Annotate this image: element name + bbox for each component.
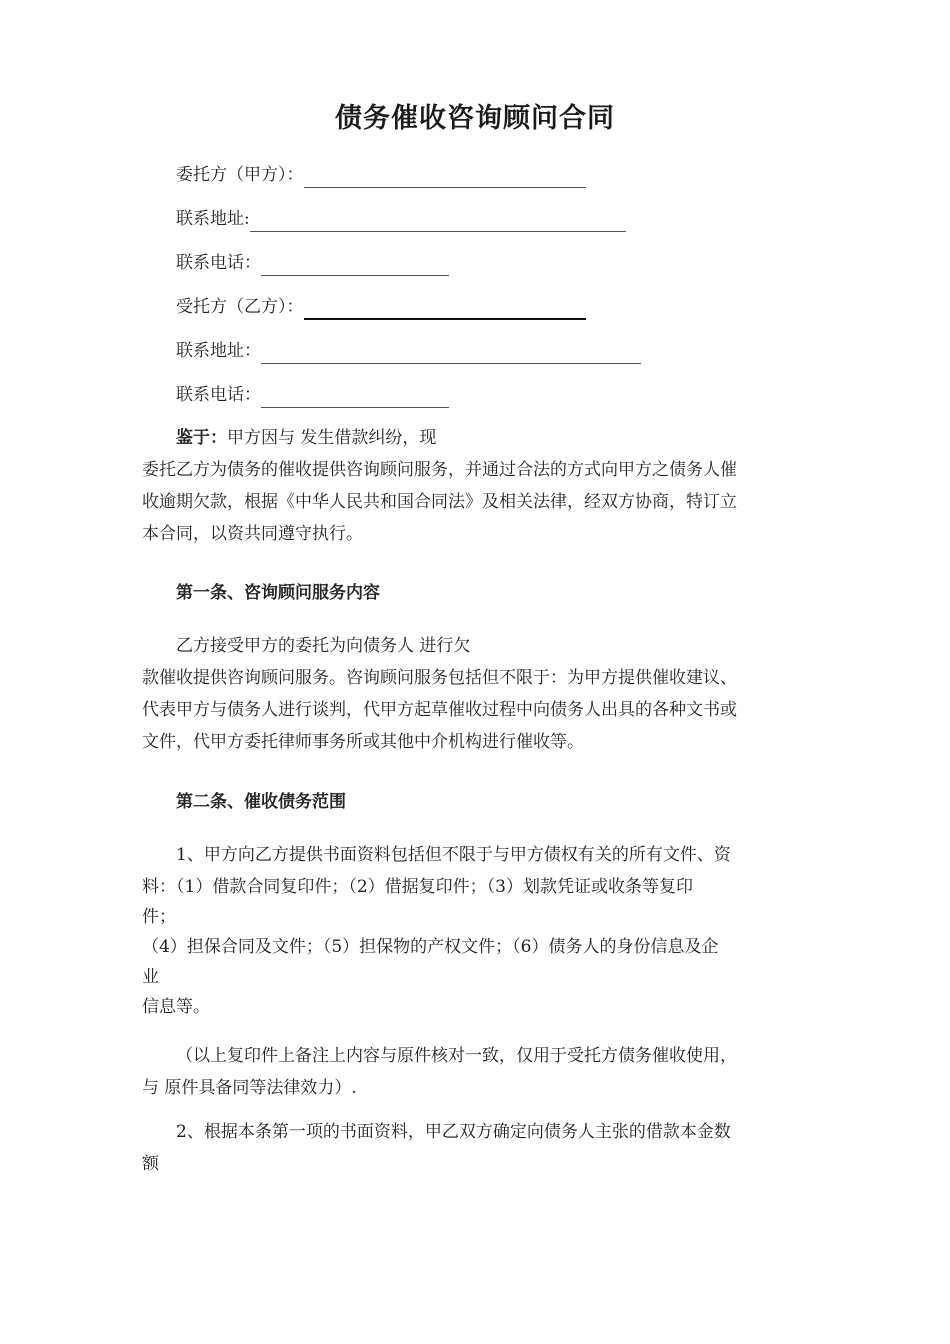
article2-note-row: 与 原件具备同等法律效力）.	[142, 1078, 357, 1098]
article2-item1-row: 料：（1）借款合同复印件；（2）借据复印件；（3）划款凭证或收条等复印	[142, 877, 693, 897]
article1-row: 乙方接受甲方的委托为向债务人 进行欠	[176, 636, 471, 656]
party-a-address-label: 联系地址:	[176, 209, 250, 229]
preamble-row: 甲方因与 发生借款纠纷，现	[227, 428, 437, 448]
preamble-lead: 鉴于：	[176, 428, 227, 448]
article1-paragraph	[142, 630, 822, 758]
page-title: 债务催收咨询顾问合同	[335, 103, 615, 134]
article1-row: 文件，代甲方委托律师事务所或其他中介机构进行催收等。	[142, 732, 584, 752]
article2-note-row: （以上复印件上备注上内容与原件核对一致，仅用于受托方债务催收使用，	[176, 1046, 737, 1066]
party-b-blank[interactable]	[304, 298, 586, 320]
party-a-phone-blank[interactable]	[261, 255, 449, 276]
article2-item1-row: 1、甲方向乙方提供书面资料包括但不限于与甲方债权有关的所有文件、资	[176, 845, 731, 865]
party-b-phone-label: 联系电话：	[176, 385, 261, 405]
article2-item1-row: 信息等。	[142, 997, 210, 1017]
party-a-phone-label: 联系电话：	[176, 253, 261, 273]
party-a-blank[interactable]	[304, 167, 586, 188]
article2-item1-row: 件；	[142, 907, 176, 927]
article2-note	[142, 1040, 822, 1104]
party-a-label: 委托方（甲方）：	[176, 165, 304, 185]
article2-item2	[142, 1116, 822, 1180]
preamble-row: 委托乙方为债务的催收提供咨询顾问服务，并通过合法的方式向甲方之债务人催	[142, 460, 737, 480]
preamble-paragraph	[142, 422, 822, 550]
party-b-phone-blank[interactable]	[261, 387, 449, 408]
preamble-row: 本合同，以资共同遵守执行。	[142, 524, 363, 544]
article2-item2-row: 2、根据本条第一项的书面资料，甲乙双方确定向债务人主张的借款本金数	[176, 1122, 731, 1142]
article2-item1-cont	[142, 931, 822, 1023]
party-b-phone-field	[176, 382, 449, 408]
article1-heading: 第一条、咨询顾问服务内容	[176, 583, 380, 603]
article2-item1	[142, 839, 822, 931]
party-b-address-label: 联系地址：	[176, 341, 261, 361]
party-a-address-field	[176, 206, 626, 232]
article2-item1-row: 业	[142, 967, 159, 987]
party-b-address-field	[176, 338, 641, 364]
article2-item2-row: 额	[142, 1154, 159, 1174]
article2-item1-row: （4）担保合同及文件；（5）担保物的产权文件；（6）债务人的身份信息及企	[142, 937, 719, 957]
article2-heading: 第二条、催收债务范围	[176, 792, 346, 812]
party-b-field	[176, 294, 586, 320]
article1-row: 代表甲方与债务人进行谈判，代甲方起草催收过程中向债务人出具的各种文书或	[142, 700, 737, 720]
party-a-phone-field	[176, 250, 449, 276]
party-b-label: 受托方（乙方）：	[176, 297, 304, 317]
party-a-field	[176, 162, 586, 188]
party-b-address-blank[interactable]	[261, 343, 641, 364]
preamble-row: 收逾期欠款，根据《中华人民共和国合同法》及相关法律，经双方协商，特订立	[142, 492, 737, 512]
party-a-address-blank[interactable]	[250, 211, 626, 232]
article1-row: 款催收提供咨询顾问服务。咨询顾问服务包括但不限于：为甲方提供催收建议、	[142, 668, 737, 688]
